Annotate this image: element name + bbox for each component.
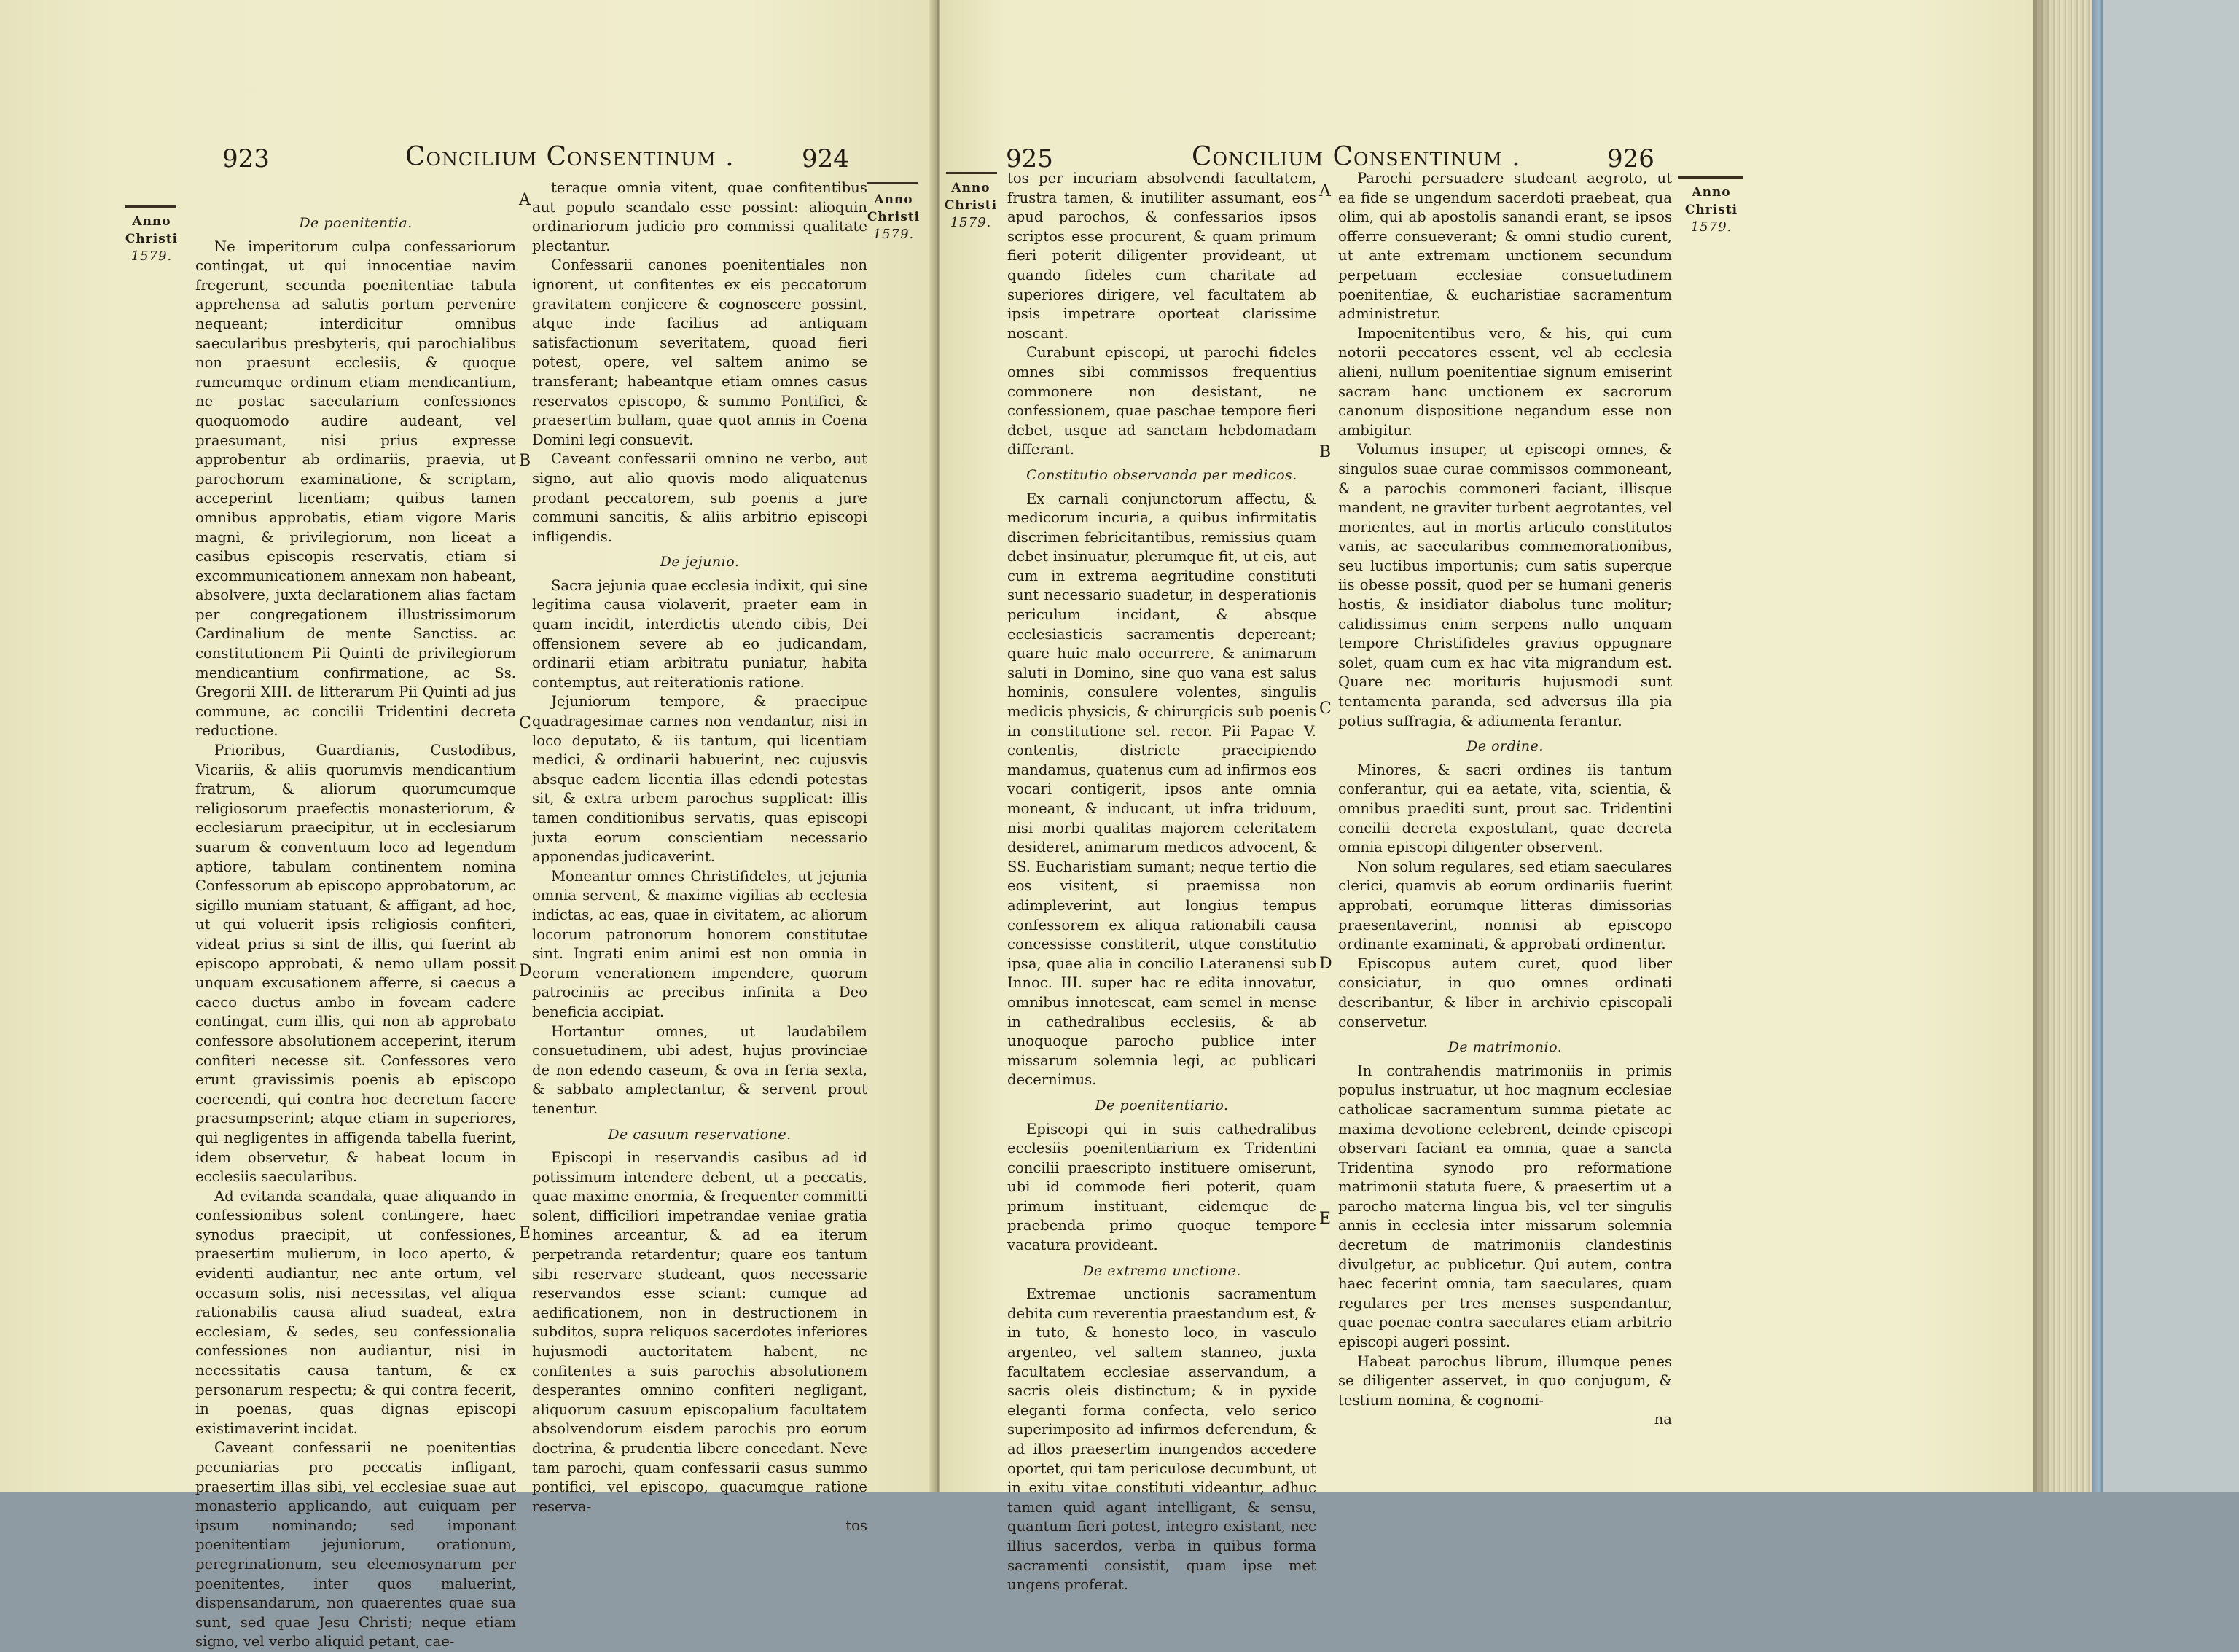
- paragraph: Sacra jejunia quae ecclesia indixit, qui sine legitima causa violaverit, praeter eam in quam incidit, interdictis utendo cibis, Dei offensionem severe ab eo judicandam, ordinarii etiam arbitratu puniatur, habita contemptus, aut reiterationis ratione.: [532, 576, 867, 691]
- paragraph: Minores, & sacri ordines iis tantum conferantur, qui ea aetate, vita, scientia, & omnibus praediti sunt, prout sac. Tridentini concilii decreta expostulant, quae decreta omnia episcopi diligenter observent.: [1338, 761, 1672, 856]
- margin-note-anno: Anno Christi 1579.: [867, 192, 921, 242]
- section-marker-c: C: [1319, 700, 1332, 718]
- backdrop: [2103, 0, 2239, 1492]
- paragraph: Confessarii canones poenitentiales non ignorent, ut confitentes ex eis peccatorum gravitatem conjicere & cognoscere possint, atque inde facilius ad antiquam satisfactionum severitatem, quoad fieri potest, opere, vel saltem animo se transferant; habeantque etiam omnes casus reservatos episcopo, & summo Pontifici, & praesertim bullam, quae quot annis in Coena Domini legi consuevit.: [532, 257, 867, 448]
- section-heading: De poenitentiario.: [1095, 1097, 1229, 1113]
- page-number-925: 925: [1006, 144, 1053, 173]
- catchword: na: [1654, 1411, 1672, 1428]
- section-marker-d: D: [519, 962, 532, 980]
- section-marker-d: D: [1319, 955, 1332, 973]
- section-heading: De jejunio.: [660, 554, 740, 571]
- paragraph: Ne imperitorum culpa confessariorum contingat, ut qui innocentiae navim fregerunt, secunda poenitentiae tabula apprehensa ad salutis portum pervenire nequeant; interdicitur omnibus saecularibus presbyteris, qui parochialibus non praesunt ecclesiis, & quoque rumcumque ordinum etiam mendicantium, ne postac saecularium confessiones quoquomodo audire audeant, vel praesumant, nisi prius expresse approbentur ab ordinariis, praevia, ut parochorum examinatione, & scriptam, acceperint licentiam; quibus tamen omnibus approbatis, etiam vigore Maris magni, & privilegiorum, non liceat a casibus episcopis reservatis, etiam si excommunicationem annexam non habeant, absolvere, juxta declarationem alias factam per congregationem illustrissimorum Cardinalium de mente Sanctiss. ac constitutionem Pii Quinti de privilegiorum mendicantium confirmatione, ac Ss. Gregorii XIII. de litterarum Pii Quinti ad jus commune, ac concilii Tridentini decreta reductione.: [195, 238, 516, 740]
- paragraph: Extremae unctionis sacramentum debita cum reverentia praestandum est, & in tuto, & honesto loco, in vasculo argenteo, vel saltem stanneo, juxta facultatem ecclesiae asservandum, a sacris oleis distinctum; & in pyxide eleganti forma confecta, velo serico superimposito ad infirmos deferendum, & ad illos praesertim inungendos accedere oportet, qui tam periculose decumbunt, ut in exitu vitae constituti videantur, adhuc tamen quid agant intelligant, & sensu, quantum fieri potest, integro existant, nec illius sacerdos, verba in quibus forma sacramenti consistit, quam ipse met ungens proferat.: [1007, 1285, 1316, 1594]
- paragraph: Ad evitanda scandala, quae aliquando in confessionibus solent contingere, haec synodus praecipit, ut confessiones, praesertim mulierum, in loco aperto, & evidenti audiantur, nec ante ortum, vel occasum solis, nisi necessitas, vel aliqua rationabilis causa aliud suadeat, extra ecclesiam, & sedes, seu confessionalia confessiones non audiantur, nisi in necessitatis causa tantum, & ex personarum respectu; & qui contra fecerit, in poenas, quas dignas episcopi existimaverint incidat.: [195, 1187, 516, 1437]
- paragraph: teraque omnia vitent, quae confitentibus aut populo scandalo esse possint: alioquin ordinariorum judicio pro commissi qualitate plectantur.: [532, 179, 867, 254]
- paragraph: tos per incuriam absolvendi facultatem, frustra tamen, & inutiliter assumant, eos apud parochos, & confessarios ipsos scriptos esse procurent, & quam primum fieri poterit diligenter provideant, ut quando fideles cum charitate ad superiores dirigere, vel facultatem ab ipsis impetrare oporteat clarissime noscant.: [1007, 170, 1316, 342]
- section-heading: De casuum reservatione.: [608, 1126, 792, 1143]
- paragraph: Ex carnali conjunctorum affectu, & medicorum incuria, a quibus infirmitatis discrimen febricitantibus, remissius quam debet insinuatur, plerumque fit, ut eis, aut cum in extrema aegritudine constituti sunt necessario suadetur, in desperationis periculum incidant, & absque ecclesiasticis sacramentis depereant; quare huic malo occurrere, & animarum saluti in Domino, sine quo vana est salus hominis, consulere volentes, singulis medicis physicis, & chirurgicis sub poenis in constitutione sel. recor. Pii Papae V. contentis, districte praecipiendo mandamus, quatenus cum ad infirmos eos vocari contigerit, ipsos ante omnia moneant, & inducant, ut infra triduum, nisi morbi qualitas majorem celeritatem desideret, animarum medicos advocent, & SS. Eucharistiam sumant; neque tertio die eos visitent, si praemissa non adimpleverint, aut longius tempus confessorem ex aliqua rationabili causa concessisse constiterit, utque constitutio ipsa, quae alia in concilio Lateranensi sub Innoc. III. super hac re edita innovatur, omnibus innotescat, eam semel in mense in cathedralibus ecclesiis, & ab unoquoque parocho publice inter missarum solemnia legi, ac publicari decernimus.: [1007, 490, 1316, 1089]
- section-heading: De poenitentia.: [299, 215, 413, 231]
- section-marker-e: E: [519, 1224, 531, 1242]
- section-heading: De matrimonio.: [1447, 1039, 1563, 1056]
- paragraph: Non solum regulares, sed etiam saeculares clerici, quamvis ab eorum ordinariis fuerint approbati, eorumque litteras dimissorias praesentaverint, nonnisi ab episcopo ordinante examinati, & approbati ordinentur.: [1338, 858, 1672, 953]
- text-column: [1338, 169, 1672, 1430]
- page-number-924: 924: [802, 144, 849, 173]
- margin-rule: [867, 182, 918, 184]
- paragraph: Caveant confessarii omnino ne verbo, aut signo, aut alio quovis modo aliquatenus prodant peccatorem, sub poenis a jure communi sancitis, & aliis arbitrio episcopi infligendis.: [532, 450, 867, 545]
- margin-rule: [946, 172, 997, 174]
- paragraph: Prioribus, Guardianis, Custodibus, Vicariis, & aliis quorumvis mendicantium fratrum, & aliorum quorumcumque religiosorum praefectis monasteriorum, & ecclesiarum praecipitur, ut in ecclesiarum suarum & conventuum loco ad legendum aptiore, tabulam continentem nomina Confessorum ab episcopo approbatorum, ac sigillo muniam statuant, & affigant, ad hoc, ut qui voluerit ipsis religiosis confiteri, videat prius si sint de illis, qui fuerint ab episcopo approbati, & nemo ullam possit unquam excusationem afferre, si caecus a caeco ductus ambo in foveam cadere contingat, cum illis, qui non ab approbato confessore absolutionem acceperint, iterum confiteri necesse sit. Confessores vero erunt gravissimis poenis ab episcopo coercendi, qui contra hoc decretum facere praesumpserint; atque etiam in superiores, qui negligentes in affigenda tabella fuerint, idem observetur, & habeat locum in ecclesiis saecularibus.: [195, 742, 516, 1186]
- section-marker-b: B: [1319, 443, 1332, 461]
- margin-note-anno: Anno Christi 1579.: [125, 214, 179, 264]
- section-marker-a: A: [519, 191, 531, 209]
- paragraph: Habeat parochus librum, illumque penes se diligenter asservet, in quo conjugum, & testium nomina, & cognomi-: [1338, 1352, 1672, 1409]
- catchword: tos: [845, 1517, 867, 1535]
- binding-strip: [2092, 0, 2103, 1492]
- paragraph: Moneantur omnes Christifideles, ut jejunia omnia servent, & maxime vigilias ab ecclesia indictas, ac eas, quae in civitatem, ac aliorum locorum patronorum honorem constitutae sint. Ingrati enim animi est non omnia in eorum venerationem impendere, quorum patrociniis ac precibus infinita a Deo beneficia accipiat.: [532, 867, 867, 1020]
- text-column: [195, 208, 516, 1652]
- section-marker-c: C: [519, 714, 531, 732]
- paragraph: Caveant confessarii ne poenitentias pecuniarias pro peccatis infligant, praesertim illas sibi, vel ecclesiae suae aut monasterio applicando, aut cuiquam per ipsum nominando; sed imponant poenitentiam jejuniorum, orationum, peregrinationum, seu eleemosynarum per poenitentes, inter quos maluerint, dispensandarum, non quaerentes quae sua sunt, sed quae Jesu Christi; neque etiam signo, vel verbo aliquid petant, cae-: [195, 1439, 516, 1651]
- paragraph: Parochi persuadere studeant aegroto, ut ea fide se ungendum sacerdoti praebeat, qua olim, qui ab apostolis sanandi erant, se ipsos offerre consueverant; & omni studio curent, ut ante extremam unctionem secundum perpetuam ecclesiae consuetudinem poenitentiae, & eucharistiae sacramentum administretur.: [1338, 170, 1672, 323]
- section-marker-a: A: [1319, 182, 1331, 200]
- left-page: [0, 0, 937, 1651]
- paragraph: Jejuniorum tempore, & praecipue quadragesimae carnes non vendantur, nisi in loco deputato, & iis tantum, qui licentiam medici, & ordinarii habuerint, nec cujusvis absque eadem licentia illas edendi potestas sit, & extra urbem parochus supplicat: illis tamen conditionibus servatis, quas episcopi juxta eorum conscientiam necessario apponendas judicaverint.: [532, 693, 867, 866]
- section-marker-e: E: [1319, 1210, 1332, 1228]
- section-heading: De extrema unctione.: [1082, 1262, 1241, 1279]
- paragraph: Episcopi qui in suis cathedralibus ecclesiis poenitentiarium ex Tridentini concilii praescripto instituere omiserunt, ubi id commode fieri poterit, quam primum instituant, eidemque de praebenda primo quoque tempore vacatura provideant.: [1007, 1120, 1316, 1254]
- margin-note-anno: Anno Christi 1579.: [944, 181, 998, 230]
- paragraph: Impoenitentibus vero, & his, qui cum notorii peccatores essent, vel ab ecclesia alieni, nullum poenitentiae signum emiserint sacram hanc unctionem ex sacrorum canonum dispositione negandum esse non ambigitur.: [1338, 324, 1672, 439]
- page-edges-shadow: [2033, 0, 2052, 1492]
- paragraph: In contrahendis matrimoniis in primis populus instruatur, ut hoc magnum ecclesiae catholicae sacramentum summa pietate ac maxima devotione celebrent, deinde episcopi observari faciant ea omnia, quae a sancta Tridentina synodo pro reformatione matrimonii statuta fuere, & praesertim ut a parocho materna lingua bis, vel ter singulis annis in ecclesia inter missarum solemnia decretum de matrimoniis clandestinis divulgetur, ac publicetur. Qui autem, contra haec fecerint omnia, tam saeculares, quam regulares per tres menses suspendantur, quae poenae contra saeculares etiam arbitrio episcopi augeri possint.: [1338, 1062, 1672, 1351]
- page-number-923: 923: [222, 144, 270, 173]
- paragraph: Volumus insuper, ut episcopi omnes, & singulos suae curae commissos commoneant, & a parochis commoneri faciant, illisque mandent, ne graviter turbent aegrotantes, vel morientes, aut in mortis articulo constitutos vanis, ac saecularibus commemorationibus, seu luctibus importunis; cum satis superque iis obesse possit, quod per se humani generis hostis, & insidiator diabolus tunc molitur; calidissimus enim serpens nullo unquam tempore Christifideles gravius oppugnare solet, quam cum ex hac vita migrandum est. Quare nec morituris hujusmodi sunt tentamenta paranda, sed adversus illa pia potius suffragia, & adiumenta ferantur.: [1338, 441, 1672, 729]
- margin-note-anno: Anno Christi 1579.: [1684, 185, 1738, 235]
- running-head-right: Concilium Consentinum .: [1192, 142, 1521, 172]
- paragraph: Curabunt episcopi, ut parochi fideles omnes sibi commissos frequentius commonere non desistant, ne confessionem, quae paschae tempore fieri debet, usque ad sanctam hebdomadam differant.: [1007, 344, 1316, 458]
- page-number-926: 926: [1607, 144, 1654, 173]
- section-marker-b: B: [519, 452, 531, 470]
- section-heading: De ordine.: [1466, 738, 1544, 755]
- right-page: [940, 0, 2033, 1594]
- section-heading: Constitutio observanda per medicos.: [1026, 466, 1297, 483]
- paragraph: Hortantur omnes, ut laudabilem consuetudinem, ubi adest, hujus provinciae de non edendo caseum, & ova in feria sexta, & sabbato amplectantur, & servent prout tenentur.: [532, 1022, 867, 1117]
- running-head-left: Concilium Consentinum .: [405, 142, 735, 172]
- paragraph: Episcopi in reservandis casibus ad id potissimum intendere debent, ut a peccatis, quae maxime enormia, & frequenter committi solent, difficiliori impetrandae veniae gratia homines arceantur, & ad ea iterum perpetranda retardentur; quare eos tantum sibi reservare studeant, quos necessarie reservandos esse sciant: cumque ad aedificationem, non in destructionem in subditos, supra reliquos sacerdotes inferiores hujusmodi auctoritatem habent, ne confitentes a suis parochis absolutionem desperantes omnino confiteri negligant, aliquorum casuum episcopalium facultatem absolvendorum eisdem parochis pro eorum doctrina, & prudentia libere concedant. Neve tam parochi, quam confessarii casus summo pontifici, vel episcopo, quacumque ratione reserva-: [532, 1149, 867, 1515]
- margin-rule: [125, 205, 176, 208]
- text-column: [1007, 169, 1316, 1595]
- margin-rule: [1678, 176, 1743, 179]
- paragraph: Episcopus autem curet, quod liber consiciatur, in quo omnes ordinati describantur, & liber in archivio episcopali conservetur.: [1338, 955, 1672, 1030]
- text-column: [532, 179, 867, 1536]
